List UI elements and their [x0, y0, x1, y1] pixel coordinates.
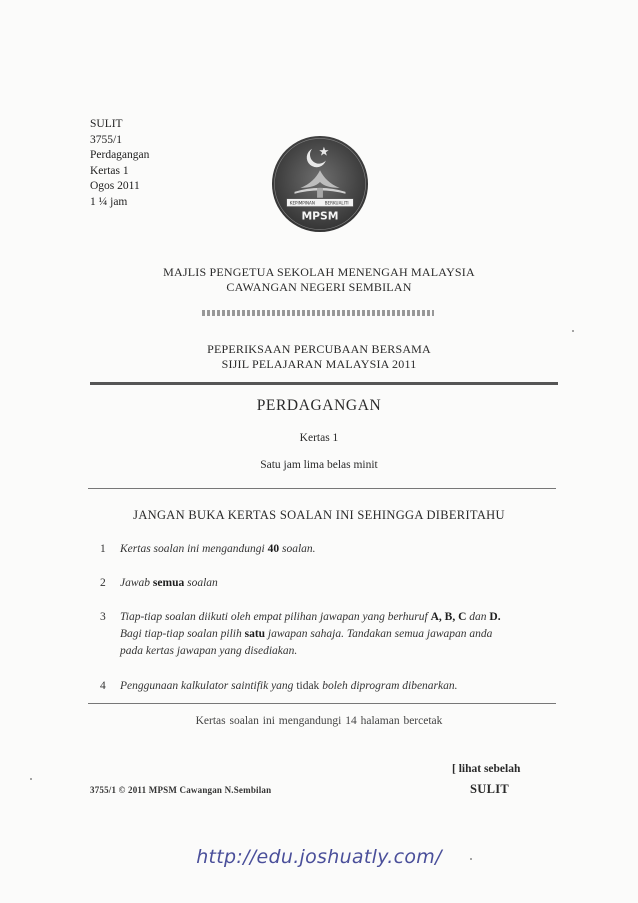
instruction-text: Penggunaan kalkulator saintifik yang [120, 680, 297, 692]
instruction-text: jawapan sahaja. Tandakan semua jawapan anda [265, 628, 493, 640]
instruction-emphasis: satu [244, 628, 266, 640]
logo-banner-left: KEPIMPINAN [289, 200, 315, 206]
paper-number: Kertas 1 [90, 164, 129, 177]
subject-title: PERDAGANGAN [256, 397, 382, 414]
scan-speck [470, 858, 472, 860]
instruction-text: pada kertas jawapan yang disediakan. [120, 645, 298, 657]
decorative-divider [202, 310, 434, 316]
paper-code: 3755/1 [90, 133, 122, 146]
watermark-url: http://edu.joshuatly.com/ [196, 846, 442, 868]
logo-banner-right: BERKUALITI [324, 200, 349, 206]
instruction-text: soalan. [279, 543, 316, 555]
exam-title-line-1: PEPERIKSAAN PERCUBAAN BERSAMA [207, 342, 431, 356]
instruction-text: Tiap-tiap soalan diikuti oleh empat pilihan jawapan yang berhuruf [120, 611, 431, 623]
section-divider [88, 703, 556, 704]
instruction-3 [100, 609, 555, 660]
instruction-number: 3 [100, 611, 106, 623]
scan-speck [30, 778, 32, 780]
instruction-number: 1 [100, 543, 106, 555]
instruction-text: Jawab [120, 577, 153, 589]
punctuation: . [497, 611, 501, 623]
subject-name: Perdagangan [90, 149, 150, 161]
instruction-text: Bagi tiap-tiap soalan pilih [120, 628, 245, 640]
council-title [0, 265, 638, 295]
separator: , [452, 611, 459, 623]
option-a: A [430, 611, 439, 623]
exam-title-line-2: SIJIL PELAJARAN MALAYSIA 2011 [221, 357, 417, 371]
exam-duration-short: 1 ¼ jam [90, 195, 128, 208]
exam-title [0, 342, 638, 372]
warning-notice: JANGAN BUKA KERTAS SOALAN INI SEHINGGA DIBERITAHU [133, 508, 505, 522]
instruction-text: soalan [184, 577, 218, 589]
separator: , [438, 611, 445, 623]
separator: dan [466, 611, 490, 623]
instruction-emphasis: 40 [267, 543, 280, 555]
footer-copyright: 3755/1 © 2011 MPSM Cawangan N.Sembilan [90, 785, 272, 795]
instruction-1 [100, 541, 555, 558]
instruction-2 [100, 575, 555, 592]
instruction-number: 4 [100, 680, 106, 692]
instruction-4 [100, 678, 555, 695]
mpsm-logo [271, 135, 369, 233]
classification-label: SULIT [90, 118, 123, 130]
instruction-text: tidak [296, 680, 320, 692]
paper-label: Kertas 1 [299, 432, 339, 444]
section-divider-thick [90, 382, 558, 385]
option-b: B [444, 611, 453, 623]
exam-date: Ogos 2011 [90, 180, 140, 192]
option-c: C [458, 611, 467, 623]
duration-label: Satu jam lima belas minit [260, 459, 378, 471]
council-line-2: CAWANGAN NEGERI SEMBILAN [226, 280, 412, 294]
footer-classification: SULIT [470, 782, 510, 796]
instruction-text: Kertas soalan ini mengandungi [120, 543, 268, 555]
instruction-number: 2 [100, 577, 106, 589]
instruction-text: boleh diprogram dibenarkan. [319, 680, 458, 692]
section-divider [88, 488, 556, 489]
page-count-note: Kertas soalan ini mengandungi 14 halaman bercetak [195, 715, 443, 727]
document-header [90, 117, 149, 210]
council-line-1: MAJLIS PENGETUA SEKOLAH MENENGAH MALAYSIA [163, 265, 475, 279]
option-d: D [489, 611, 498, 623]
turn-over-note: [ lihat sebelah [452, 763, 521, 775]
logo-name: MPSM [301, 209, 339, 223]
scan-speck [572, 330, 574, 332]
instruction-emphasis: semua [152, 577, 185, 589]
